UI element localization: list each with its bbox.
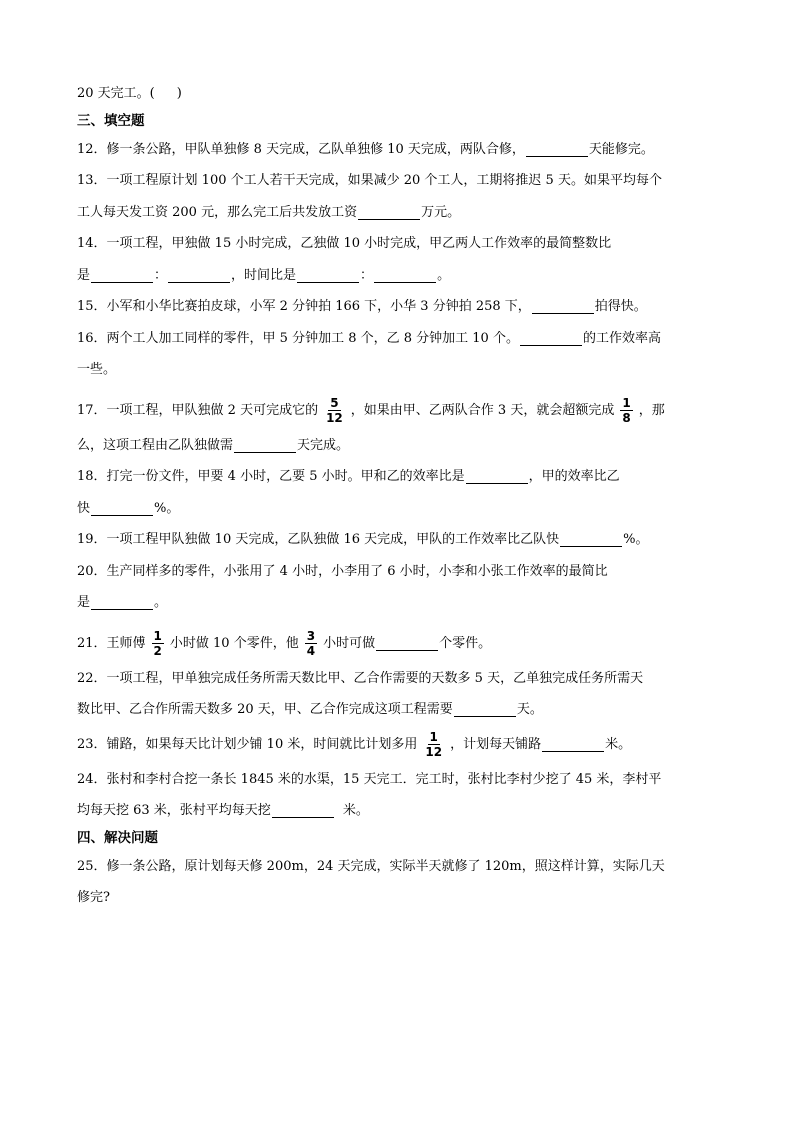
answer-blank[interactable]	[374, 268, 436, 283]
question-17-line1: 17．一项工程，甲队独做 2 天可完成它的 $\frac{5}{12}$ ，如果由甲、乙两队合作 3 天，就会超额完成 $\frac{1}{8}$ ，那	[77, 396, 665, 425]
answer-blank[interactable]	[358, 205, 420, 220]
answer-blank[interactable]	[91, 501, 153, 516]
question-17-line2: 么，这项工程由乙队独做需 天完成。	[77, 437, 350, 453]
question-20-line2: 是 。	[77, 595, 168, 610]
section-title-problem-solving: 四、解决问题	[77, 829, 158, 846]
question-20-line1: 20．生产同样多的零件，小张用了 4 小时，小李用了 6 小时，小李和小张工作效率的最简比	[77, 563, 608, 579]
question-22-line1: 22．一项工程，甲单独完成任务所需天数比甲、乙合作需要的天数多 5 天，乙单独完成任务所需天	[77, 670, 644, 686]
question-24-line1: 24．张村和李村合挖一条长 1845 米的水渠，15 天完工．完工时，张村比李村少挖了 45 米，李村平	[77, 771, 662, 787]
fraction-1-12: $\frac{1}{12}$	[425, 730, 443, 759]
worksheet-content	[77, 78, 717, 914]
question-22-line2: 数比甲、乙合作所需天数多 20 天，甲、乙合作完成这项工程需要 天。	[77, 702, 543, 717]
answer-blank[interactable]	[91, 268, 153, 283]
fraction-5-12: $\frac{5}{12}$	[326, 396, 343, 425]
answer-blank[interactable]	[466, 469, 528, 484]
question-14-line1: 14．一项工程，甲独做 15 小时完成，乙独做 10 小时完成，甲乙两人工作效率的最简整数比	[77, 236, 612, 251]
section-title-fill-blank: 三、填空题	[77, 112, 145, 129]
question-16-line1: 16．两个工人加工同样的零件，甲 5 分钟加工 8 个，乙 8 分钟加工 10 个。 的工作效率高	[77, 330, 661, 346]
question-18-line2: 快 %。	[77, 500, 180, 516]
question-19: 19．一项工程甲队独做 10 天完成，乙队独做 16 天完成，甲队的工作效率比乙队快 %。	[77, 532, 649, 547]
answer-blank[interactable]	[532, 299, 594, 314]
question-13-line2: 工人每天发工资 200 元，那么完工后共发放工资 万元。	[77, 204, 461, 220]
answer-blank[interactable]	[91, 595, 153, 610]
question-21: 21．王师傅 $\frac{1}{2}$ 小时做 10 个零件，他 $\frac{3}{4}$ 小时可做 个零件。	[77, 629, 492, 658]
fraction-1-2: $\frac{1}{2}$	[153, 629, 162, 658]
fraction-1-8: $\frac{1}{8}$	[622, 396, 631, 425]
question-13-line1: 13．一项工程原计划 100 个工人若干天完成，如果减少 20 个工人，工期将推迟 5 天。如果平均每个	[77, 173, 662, 188]
answer-blank[interactable]	[376, 636, 438, 651]
answer-blank[interactable]	[542, 737, 604, 752]
question-24-line2: 均每天挖 63 米，张村平均每天挖 米。	[77, 803, 369, 818]
question-15: 15．小军和小华比赛拍皮球，小军 2 分钟拍 166 下，小华 3 分钟拍 258 下， 拍得快。	[77, 299, 647, 314]
question-25-line1: 25．修一条公路，原计划每天修 200m，24 天完成，实际半天就修了 120m，照这样计算，实际几天	[77, 858, 665, 874]
answer-blank[interactable]	[526, 142, 588, 157]
question-12: 12．修一条公路，甲队单独修 8 天完成，乙队单独修 10 天完成，两队合修， 天能修完。	[77, 141, 654, 157]
question-25-line2: 修完?	[77, 890, 110, 905]
question-14-line2: 是 ： ，时间比是 ： 。	[77, 267, 451, 283]
answer-blank[interactable]	[297, 268, 359, 283]
q11-tail: 20 天完工。( )	[77, 86, 182, 101]
answer-blank[interactable]	[168, 268, 230, 283]
question-16-line2: 一些。	[77, 362, 117, 377]
answer-blank[interactable]	[520, 331, 582, 346]
answer-blank[interactable]	[454, 702, 516, 717]
answer-blank[interactable]	[234, 438, 296, 453]
answer-blank[interactable]	[272, 803, 334, 818]
question-18-line1: 18．打完一份文件，甲要 4 小时，乙要 5 小时。甲和乙的效率比是 ，甲的效率比乙	[77, 469, 620, 484]
question-23: 23．铺路，如果每天比计划少铺 10 米，时间就比计划多用 $\frac{1}{12}$ ，计划每天铺路 米。	[77, 730, 632, 759]
fraction-3-4: $\frac{3}{4}$	[306, 629, 316, 658]
answer-blank[interactable]	[560, 532, 622, 547]
